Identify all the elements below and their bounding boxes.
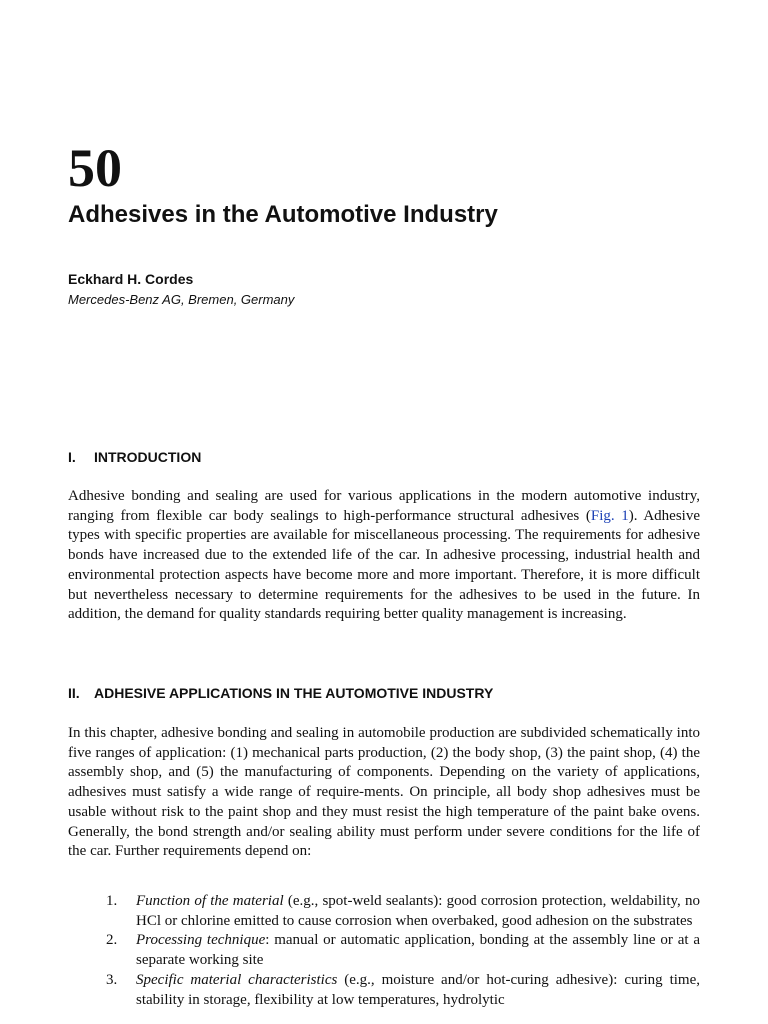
list-item-term: Specific material characteristics [136, 971, 338, 988]
introduction-paragraph [68, 487, 700, 625]
list-item [68, 892, 700, 931]
list-item-term: Function of the material [136, 893, 284, 909]
list-item-number: 3. [106, 971, 118, 988]
chapter-number: 50 [68, 138, 122, 198]
author-affiliation: Mercedes-Benz AG, Bremen, Germany [68, 292, 295, 307]
paragraph-text: Adhesive bonding and sealing are used for various applications in the modern automotive industry, ranging from flexible car body sealings to high-performance structural adhesives ( [68, 488, 700, 524]
figure-link[interactable]: Fig. 1 [590, 507, 629, 524]
section-number: II. [68, 685, 80, 701]
chapter-title: Adhesives in the Automotive Industry [68, 201, 498, 228]
section-heading-introduction [68, 448, 201, 466]
applications-paragraph: In this chapter, adhesive bonding and sealing in automobile production are subdivided schematically into five ranges of application: (1) mechanical parts production, (2) the body shop, (3) the paint shop, (4) the assembly shop, and (5) the manufacturing of components. Depending on the variety of applications, adhesives must satisfy a wide range of require-ments. On principle, all body shop adhesives must be usable without risk to the paint shop and they must resist the high temperature of the paint bake ovens. Generally, the bond strength and/or sealing ability must perform under severe conditions for the life of the car. Further requirements depend on: [68, 725, 700, 860]
list-item-number: 1. [106, 893, 118, 909]
paragraph-text: ). Adhesive types with specific properties are available for miscellaneous processing. The requirements for adhesive bonds have increased due to the extended life of the car. In adhesive processing, industrial health and environmental protection aspects have become more and more important. Therefore, it is more difficult but nevertheless necessary to determine requirements for the adhesives to be used in the future. In addition, the demand for quality standards requiring better quality management is increasing. [68, 507, 701, 623]
section-title: INTRODUCTION [94, 449, 202, 465]
requirements-list [68, 892, 700, 1010]
list-item-number: 2. [106, 932, 118, 949]
list-item-text: (e.g., spot-weld sealants): good corrosion protection, weldability, no HCl or chlorine emitted to cause corrosion when overbaked, good adhesion on the substrates [136, 893, 701, 929]
section-title: ADHESIVE APPLICATIONS IN THE AUTOMOTIVE INDUSTRY [94, 685, 494, 701]
section-heading-applications [68, 684, 493, 702]
list-item-text: (e.g., moisture and/or hot-curing adhesive): curing time, stability in storage, flexibility at low temperatures, hydrolytic [136, 971, 700, 1008]
list-item-text: : manual or automatic application, bonding at the assembly line or at a separate working site [136, 932, 700, 969]
list-item-term: Processing technique [136, 932, 266, 949]
list-item [68, 931, 700, 970]
list-item [68, 971, 700, 1010]
section-number: I. [68, 449, 76, 465]
author-name: Eckhard H. Cordes [68, 271, 194, 287]
